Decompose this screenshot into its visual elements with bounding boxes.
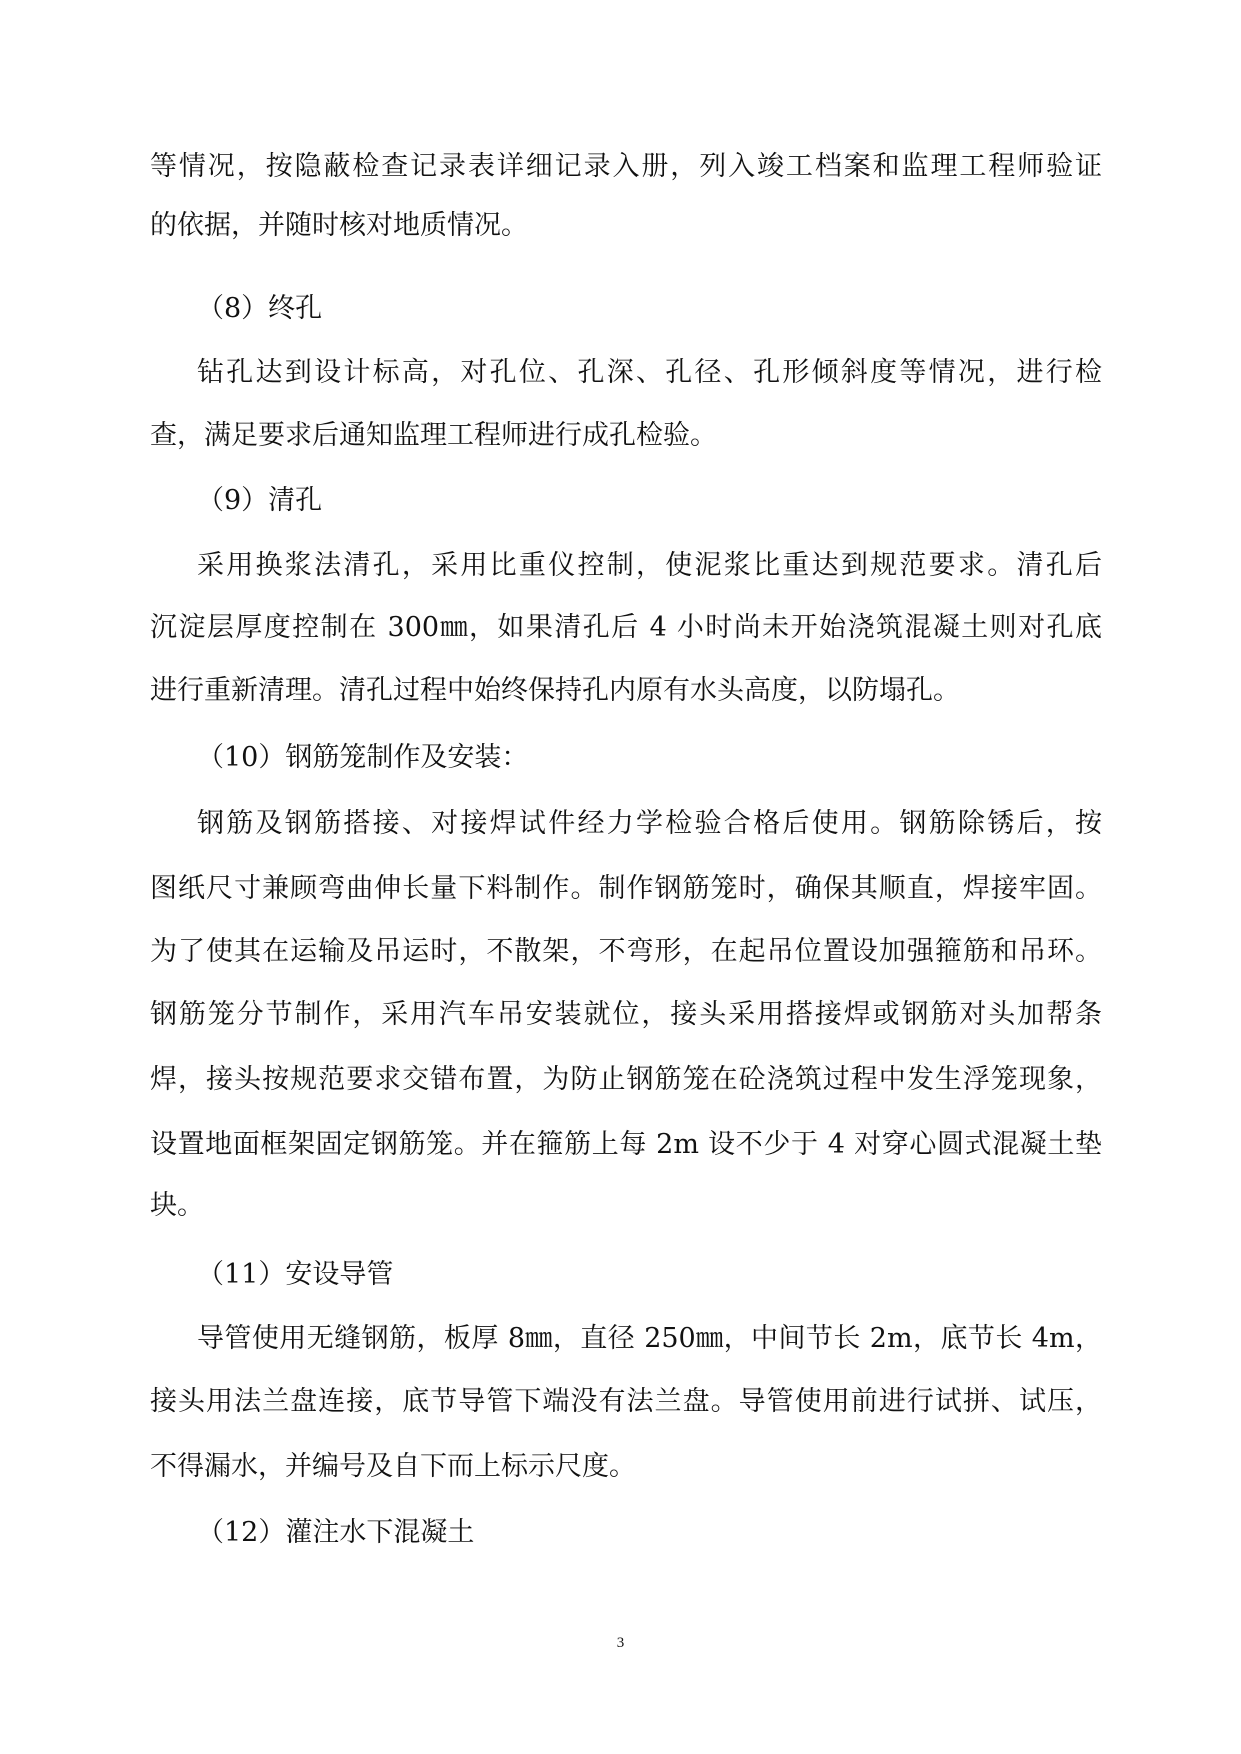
paragraph-line: 采用换浆法清孔，采用比重仪控制，使泥浆比重达到规范要求。清孔后: [197, 550, 1102, 581]
section-heading: （8）终孔: [197, 293, 323, 324]
paragraph-line: 进行重新清理。清孔过程中始终保持孔内原有水头高度，以防塌孔。: [150, 675, 960, 706]
paragraph-line: 查，满足要求后通知监理工程师进行成孔检验。: [150, 420, 717, 451]
paragraph-line: 不得漏水，并编号及自下而上标示尺度。: [150, 1451, 636, 1482]
page-number: 3: [616, 1635, 625, 1651]
paragraph-line: 设置地面框架固定钢筋笼。并在箍筋上每 2m 设不少于 4 对穿心圆式混凝土垫: [150, 1129, 1102, 1160]
paragraph-line: 图纸尺寸兼顾弯曲伸长量下料制作。制作钢筋笼时，确保其顺直，焊接牢固。: [150, 873, 1102, 904]
paragraph-line: 导管使用无缝钢筋，板厚 8㎜，直径 250㎜，中间节长 2m，底节长 4m，: [197, 1323, 1102, 1354]
paragraph-line: 接头用法兰盘连接，底节导管下端没有法兰盘。导管使用前进行试拼、试压，: [150, 1386, 1102, 1417]
paragraph-line: 钢筋笼分节制作，采用汽车吊安装就位，接头采用搭接焊或钢筋对头加帮条: [150, 999, 1102, 1030]
section-heading: （9）清孔: [197, 485, 323, 516]
paragraph-line: 钢筋及钢筋搭接、对接焊试件经力学检验合格后使用。钢筋除锈后，按: [197, 808, 1102, 839]
section-heading: （11）安设导管: [197, 1259, 394, 1290]
paragraph-line: 的依据，并随时核对地质情况。: [150, 210, 528, 241]
paragraph-line: 块。: [150, 1190, 204, 1221]
paragraph-line: 焊，接头按规范要求交错布置，为防止钢筋笼在砼浇筑过程中发生浮笼现象，: [150, 1064, 1102, 1095]
paragraph-line: 为了使其在运输及吊运时，不散架，不弯形，在起吊位置设加强箍筋和吊环。: [150, 936, 1102, 967]
paragraph-line: 等情况，按隐蔽检查记录表详细记录入册，列入竣工档案和监理工程师验证: [150, 151, 1102, 182]
paragraph-line: 钻孔达到设计标高，对孔位、孔深、孔径、孔形倾斜度等情况，进行检: [197, 357, 1102, 388]
section-heading: （12）灌注水下混凝土: [197, 1517, 475, 1548]
section-heading: （10）钢筋笼制作及安装：: [197, 742, 529, 773]
paragraph-line: 沉淀层厚度控制在 300㎜，如果清孔后 4 小时尚未开始浇筑混凝土则对孔底: [150, 612, 1102, 643]
